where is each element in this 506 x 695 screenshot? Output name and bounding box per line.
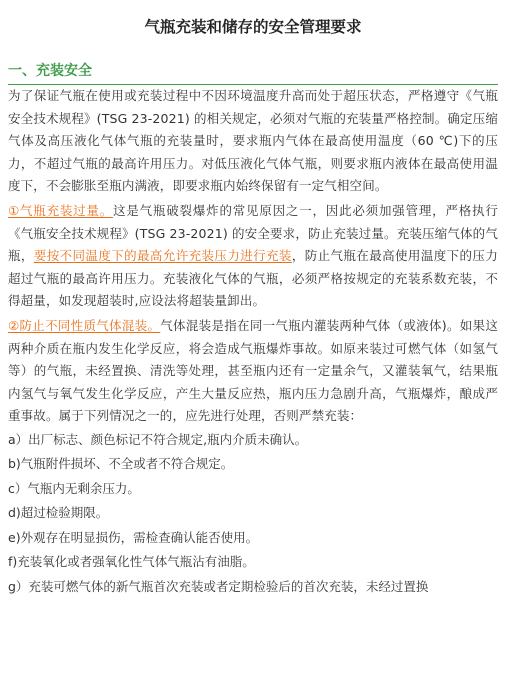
- item-overfilling-label: ①气瓶充装过量。: [8, 202, 114, 218]
- section-heading-charging-safety: 一、充装安全: [8, 60, 498, 85]
- intro-paragraph: 为了保证气瓶在使用或充装过程中不因环境温度升高而处于超压状态，严格遵守《气瓶安全技术规程》(TSG 23-2021) 的相关规定，必须对气瓶的充装量严格控制。确定压缩气体及高压液化气体气瓶的充装量时，要求瓶内气体在最高使用温度（60 ℃)下的压力，不超过气瓶的最高许用压力。对低压液化气体气瓶，则要求瓶内液体在最高使用温度下，不会膨胀至瓶内满液，即要求瓶内始终保留有一定气相空间。: [8, 88, 498, 194]
- item-overfilling: [8, 198, 498, 313]
- item-overfilling-highlight: 要按不同温度下的最高允许充装压力进行充装: [33, 248, 292, 264]
- list-item: a）出厂标志、颜色标记不符合规定,瓶内介质未确认。: [8, 431, 308, 447]
- item-mixed-gas: [8, 313, 498, 428]
- item-mixed-gas-text: 气体混装是指在同一气瓶内灌装两种气体（或液体)。如果这两种介质在瓶内发生化学反应，将会造成气瓶爆炸事故。如原来装过可燃气体（如氢气等）的气瓶，未经置换、清洗等处理，甚至瓶内还有一定量余气，又灌装氧气，结果瓶内氢气与氧气发生化学反应，产生大量反应热，瓶内压力急剧升高，气瓶爆炸，酿成严重事故。属于下列情况之一的，应先进行处理，否则严禁充装：: [8, 317, 498, 424]
- list-item: e)外观存在明显损伤，需检查确认能否使用。: [8, 529, 259, 545]
- document-title: 气瓶充装和储存的安全管理要求: [144, 18, 362, 36]
- list-item: f)充装氧化或者强氧化性气体气瓶沾有油脂。: [8, 554, 255, 570]
- condition-list: [8, 428, 498, 600]
- item-mixed-gas-label: ②防止不同性质气体混装。: [8, 317, 161, 333]
- list-item: c）气瓶内无剩余压力。: [8, 480, 140, 496]
- item-overfilling-text-b: ，防止气瓶在最高使用温度下的压力超过气瓶的最高许用压力。充装液化气体的气瓶，必须严格按规定的充装系数充装，不得超量，如发现超装时,应设法将超装量卸出。: [8, 248, 498, 309]
- list-item: b)气瓶附件损坏、不全或者不符合规定。: [8, 456, 234, 472]
- item-overfilling-text-a: 这是气瓶破裂爆炸的常见原因之一，因此必须加强管理，严格执行《气瓶安全技术规程》(TSG 23-2021) 的安全要求，防止充装过量。充装压缩气体的气瓶，: [8, 202, 498, 264]
- list-item: g）充装可燃气体的新气瓶首次充装或者定期检验后的首次充装，未经过置换: [8, 578, 429, 594]
- list-item: d)超过检验期限。: [8, 505, 109, 521]
